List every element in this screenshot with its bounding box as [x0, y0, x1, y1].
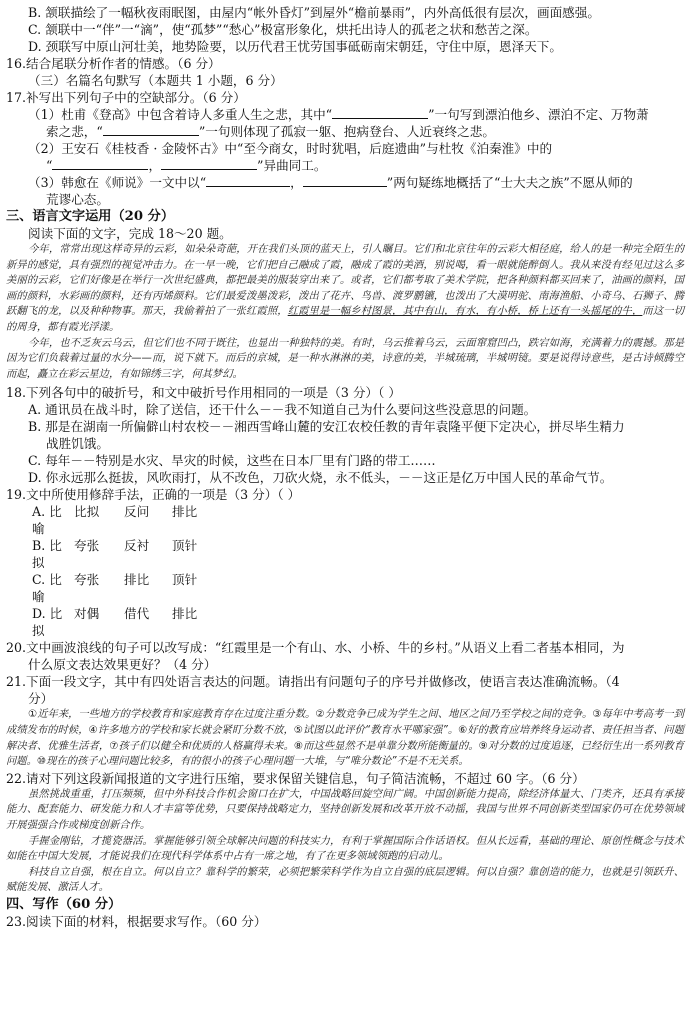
reading-1-intro: 阅读下面的文字，完成 18～20 题。 — [28, 226, 232, 241]
question-20-cont: 什么原文表达效果更好？（4 分） — [28, 657, 217, 673]
question-17-item-2-cont: “ ， ”异曲同工。 — [46, 158, 327, 173]
reading-1-paragraph-1: 今年，常常出现这样奇异的云彩，如朵朵奇葩，开在我们头顶的蓝天上，引人瞩目。它们和北京往年的云彩大相径庭，给人的是一种完全陌生的新异的感觉，具有强烈的视觉冲击力。在一早一晚，它们把自己融成了霞，融成了霞的美酒，别说喝，看一眼就能醉倒人。我从来没有经见过这么多美丽的云彩，它们好像是在举行一次世纪盛典，都把最美的服装穿出来了。或者，它们都考取了美术学院，把各种颜料都买回来了，油画的颜料，国画的颜料，水彩画的颜料，还有丙烯颜料。它们最爱泼墨泼彩，泼出了花卉、鸟兽、渡罗鹏镳，也泼出了大漠明驼、南海渔船、小奇乌、石狮子、腾跃翻飞的龙，以及种种物事。那天，我偷着拍了一张红霞照，红霞里是一幅乡村图景，其中有山，有水，有小桥，桥上还有一头摇尾的牛，而这一切的周身，都有霞光浮漾。 — [6, 243, 685, 333]
question-17-item-1: （1）杜甫《登高》中包含着诗人多重人生之悲，其中“ ”一句写到漂泊他乡、漂泊不定、万物萧 — [28, 107, 649, 122]
fill-blank[interactable] — [52, 157, 148, 170]
question-22-paragraph-2: 手握金刚钻，才揽瓷器活。掌握能够引领全球解决问题的科技实力，有利于掌握国际合作话语权。但从长远看，基础的理论、原创性概念与技术如能在中国大发展，才能说我们在现代科学体系中占有一席之地，有了在更多领域领跑的启动儿。 — [6, 834, 684, 863]
question-22-stem: 22.请对下列这段新闻报道的文字进行压缩，要求保留关键信息，句子简洁流畅，不超过 60 字。（6 分） — [6, 770, 585, 786]
question-19-stem: 19.文中所使用修辞手法，正确的一项是（3 分）（ ） — [6, 487, 301, 503]
fill-blank[interactable] — [332, 106, 428, 119]
question-23: 23.阅读下面的材料，根据要求写作。（60 分） — [6, 913, 267, 929]
q18-option-c: C. 每年－－特别是水灾、旱灾的时候，这些在日本厂里有门路的带工…… — [28, 453, 436, 469]
question-17-item-3-cont: 荒谬心态。 — [46, 192, 109, 207]
subsection-3-title: （三）名篇名句默写（本题共 1 小题，6 分） — [28, 73, 283, 88]
q19-option-b: B. 比拟 夸张 反衬 顶针 — [32, 538, 198, 571]
question-17-item-3: （3）韩愈在《师说》一文中以“ ， ”两句疑练地概括了“士大夫之族”不愿从师的 — [28, 175, 633, 190]
fill-blank[interactable] — [303, 174, 387, 187]
q15-option-c: C. 颔联中一“伴”一“滴”，使“孤梦”“愁心”极富形象化，烘托出诗人的孤老之状和愁苦之深。 — [28, 22, 538, 37]
section-3-heading: 三、语言文字运用（20 分） — [6, 209, 175, 224]
question-17-item-2: （2）王安石《桂枝香 · 金陵怀古》中“至今商女，时时犹唱，后庭遗曲”与杜牧《泊秦淮》中的 — [28, 141, 553, 156]
q19-option-c: C. 比喻 夸张 排比 顶针 — [32, 572, 198, 605]
q18-option-b: B. 那是在湖南一所偏僻山村农校－－湘西雪峰山麓的安江农校任教的青年袁隆平便下定决心，拼尽毕生精力 — [28, 419, 625, 435]
question-21-passage: ①近年来，一些地方的学校教育和家庭教育存在过度注重分数。②分数竞争已成为学生之间、地区之间乃至学校之间的竞争。③每年中考高考一到成绩发布的时候，④许多地方的学校和家长就会紧盯分数不放，⑤试图以此评价“教育水平哪家强”。⑥好的教育应培养终身运动者、责任担当者、问题解决者、优雅生活者，⑦孩子们以健全和优质的人格赢得未来。⑧而这些显然不是单靠分数所能衡量的。⑨对分数的过度追逐，已经衍生出一系列教育问题。⑩现在的孩子心理问题比较多，有的很小的孩子心理问题一大堆，与“唯分数论”不是不无关系。 — [6, 708, 684, 768]
q15-option-d: D. 颈联写中原山河壮美，地势险要，以历代君王忧劳国事砥砺南宋朝廷，守住中原，恩泽天下。 — [28, 39, 562, 54]
section-4-heading: 四、写作（60 分） — [6, 896, 122, 912]
question-18-stem: 18.下列各句中的破折号，和文中破折号作用相同的一项是（3 分）（ ） — [6, 385, 401, 401]
q18-option-a: A. 通讯员在战斗时，除了送信，还干什么－－我不知道自己为什么要问这些没意思的问题。 — [28, 402, 537, 418]
question-20: 20.文中画波浪线的句子可以改写成：“红霞里是一个有山、水、小桥、牛的乡村。”从语义上看二者基本相同，为 — [6, 640, 625, 656]
fill-blank[interactable] — [161, 157, 257, 170]
question-22-paragraph-1: 虽然挑战重重，打压频频，但中外科技合作机会窗口在扩大，中国战略回旋空间广阔。中国创新能力提高，除经济体量大、门类齐，还具有承接能力、配套能力、研发能力和人才丰富等优势，只要保持战略定力，坚持创新发展和改革开放不动摇，我国与世界不同创新类型国家仍可在优势领域开展强强合作或梯度创新合作。 — [6, 787, 684, 831]
question-17-stem: 17.补写出下列句子中的空缺部分。（6 分） — [6, 90, 246, 105]
fill-blank[interactable] — [103, 123, 199, 136]
question-21-cont: 分） — [28, 691, 54, 707]
q19-option-d: D. 比拟 对偶 借代 排比 — [32, 606, 198, 639]
fill-blank[interactable] — [206, 174, 290, 187]
wavy-underlined-sentence: 红霞里是一幅乡村图景，其中有山，有水，有小桥，桥上还有一头摇尾的牛， — [287, 305, 643, 318]
q18-option-b-cont: 战胜饥饿。 — [46, 436, 109, 452]
q18-option-d: D. 你永远那么挺拔，风吹雨打，从不改色，刀砍火烧，永不低头，－－这正是亿万中国人民的革命气节。 — [28, 470, 613, 486]
question-17-item-1-cont: 索之悲，“ ”一句则体现了孤寂一躯、抱病登台、人近衰终之悲。 — [46, 124, 495, 139]
question-16: 16.结合尾联分析作者的情感。（6 分） — [6, 56, 221, 71]
q15-option-b: B. 颔联描绘了一幅秋夜雨眠图，由屋内“帐外昏灯”到屋外“檐前暴雨”，内外高低很有层次，画面感强。 — [28, 5, 600, 20]
q19-option-a: A. 比喻 比拟 反问 排比 — [32, 504, 198, 537]
question-21: 21.下面一段文字，其中有四处语言表达的问题。请指出有问题句子的序号并做修改，使语言表达准确流畅。（4 — [6, 674, 620, 690]
reading-1-paragraph-2: 今年，也不乏灰云乌云，但它们也不同于既往，也显出一种独特的美。有时，乌云推着乌云，云面窜窟凹凸，跌宕如海，充满着力的震撼。那是因为它们负载着过量的水分——而，说下就下。而后的京城，是一种水淋淋的美，诗意的美，半城琉璃，半城明镜。要是说得诗意些，是古诗倾腾空而起，矗立在彩云星边，有如锦绣三字，何其梦幻。 — [6, 336, 684, 380]
question-22-paragraph-3: 科技自立自强，根在自立。何以自立？靠科学的繁荣，必须把繁荣科学作为自立自强的底层逻辑。何以自强？靠创造的能力，也就是引领跃升、赋能发展、激活人才。 — [6, 865, 684, 894]
